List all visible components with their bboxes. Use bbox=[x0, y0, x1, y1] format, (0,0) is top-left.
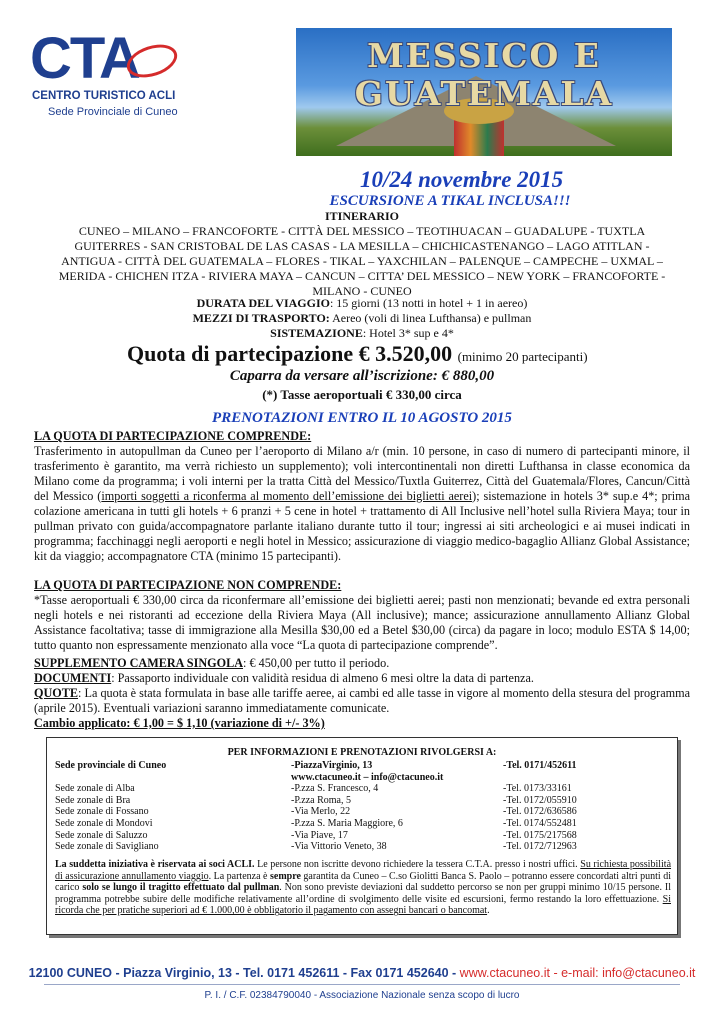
quotes-value: : La quota è stata formulata in base alle tariffe aeree, ai cambi ed alle tasse in vigore al momento della stesura del programma (aprile 2015). Eventuali variazioni saranno immediatamente comunicate. bbox=[34, 686, 690, 715]
booking-deadline: PRENOTAZIONI ENTRO IL 10 AGOSTO 2015 bbox=[212, 410, 512, 426]
contact-address: -P.zza Roma, 5 bbox=[291, 794, 351, 806]
duration-line bbox=[0, 296, 724, 311]
contact-phone: -Tel. 0172/636586 bbox=[503, 806, 577, 818]
cta-logo bbox=[30, 26, 180, 118]
contact-address: -PiazzaVirginio, 13 bbox=[291, 760, 373, 771]
contact-row bbox=[55, 772, 673, 784]
contact-office: Sede zonale di Saluzzo bbox=[55, 829, 148, 841]
contact-box bbox=[46, 737, 678, 935]
note-b3: solo se lungo il tragitto effettuato dal pullman bbox=[82, 882, 280, 894]
footer-divider bbox=[44, 984, 680, 985]
contact-address: -P.zza S. Maria Maggiore, 6 bbox=[291, 817, 403, 829]
quotes-line bbox=[34, 686, 690, 716]
contact-office bbox=[55, 772, 291, 784]
contact-row bbox=[55, 818, 673, 830]
note-t2: . La partenza è bbox=[208, 870, 270, 882]
price-main: Quota di partecipazione € 3.520,00 bbox=[127, 341, 453, 366]
note-u2: Si ricorda che per pratiche superiori ad € 1.000,00 è obbligatorio il pagamento con assegni bancari o bancomat bbox=[55, 893, 671, 917]
includes-title: LA QUOTA DI PARTECIPAZIONE COMPRENDE: bbox=[34, 429, 312, 443]
note-t4: . Non sono previste deviazioni dal suddetto percorso se non per gruppi minimo 10/15 persone. Il programma potrebbe subire delle modifiche relativamente all’ordine di svolgimento delle visite ed escursioni, fermo restando la loro effettuazione. bbox=[55, 882, 671, 905]
excursion-headline: ESCURSIONE A TIKAL INCLUSA!!! bbox=[329, 193, 571, 209]
contact-row bbox=[55, 795, 673, 807]
note-b1: La suddetta iniziativa è riservata ai soci ACLI. bbox=[55, 859, 255, 870]
trip-dates: 10/24 novembre 2015 bbox=[360, 167, 564, 192]
person-figure-icon bbox=[454, 120, 504, 156]
deposit-line: Caparra da versare all’iscrizione: € 880,00 bbox=[229, 368, 495, 384]
includes-text-part2: ); sistemazione in hotels 3* sup.e 4*; prima colazione americana in tutti gli hotels + 6 pranzi + 5 cene in hotel + trattamento di All Inclusive nell’hotel sulla Riviera Maya; tour in pullman privato con guida/accompagnatore parlante italiano durante tutto il tour; ingressi ai siti archeologici e ai musei indicati in programma; facchinaggi negli aeroporti e negli hotel in Messico; assicurazione di viaggio medico-bagaglio Allianz Global Assistance; kit da viaggio; accompagnatore CTA (minimo 15 partecipanti). bbox=[34, 489, 691, 563]
contact-phone: -Tel. 0171/452611 bbox=[503, 760, 577, 771]
logo-line2: Sede Provinciale di Cuneo bbox=[48, 106, 178, 118]
includes-text-underlined: importi soggetti a riconferma al momento dell’emissione dei biglietti aerei bbox=[101, 489, 473, 503]
contact-address: www.ctacuneo.it – info@ctacuneo.it bbox=[291, 771, 444, 783]
contact-address: -Via Vittorio Veneto, 38 bbox=[291, 841, 387, 853]
contact-address: -P.zza S. Francesco, 4 bbox=[291, 783, 379, 795]
banner-title-line1: MESSICO E bbox=[367, 36, 601, 75]
contact-office: Sede zonale di Alba bbox=[55, 783, 135, 795]
contact-address: -Via Merlo, 22 bbox=[291, 806, 351, 818]
footer-line1: 12100 CUNEO - Piazza Virginio, 13 - Tel. 0171 452611 - Fax 0171 452640 - bbox=[28, 966, 457, 980]
contact-row bbox=[55, 830, 673, 842]
duration-label: DURATA DEL VIAGGIO bbox=[196, 296, 330, 310]
excludes-text: *Tasse aeroportuali € 330,00 circa da riconfermare all’emissione dei biglietti aerei; pasti non menzionati; bevande ed extra personali negli hotels e nei ristoranti ad eccezione della Riviera Maya (All inclusive); mance; assicurazione annullamento Allianz Global Assistance facoltativa; tasse di immigrazione alla Mesilla $30,00 ed a Betel $30,00 (circa) da pagare in loco; modulo ESTA $ 14,00; tutto quanto non espressamente menzionato alla voce “La quota di partecipazione comprende”. bbox=[34, 593, 690, 652]
contact-phone: -Tel. 0172/055910 bbox=[503, 794, 577, 806]
includes-text bbox=[34, 444, 690, 564]
contact-office: Sede zonale di Bra bbox=[55, 794, 131, 806]
itinerary-text: CUNEO – MILANO – FRANCOFORTE - CITTÀ DEL MESSICO – TEOTIHUACAN – GUADALUPE - TUXTLA GUITERRES - SAN CRISTOBAL DE LAS CASAS - LA MESILLA – CHICHICASTENANGO – LAGO ATITLAN - ANTIGUA - CITTÀ DEL GUATEMALA – FLORES - TIKAL – YAXCHILAN – PALENQUE – CAMPECHE – UXMAL – MERIDA - CHICHEN ITZA - RIVIERA MAYA – CANCUN – CITTA’ DEL MESSICO – NEW YORK – FRANCOFORTE - MILANO - CUNEO bbox=[58, 224, 666, 298]
note-t3: garantita da Cuneo – C.so Giolitti Banca S. Paolo – potranno essere concordati altri punti di carico bbox=[55, 870, 671, 894]
contact-header: PER INFORMAZIONI E PRENOTAZIONI RIVOLGERSI A: bbox=[227, 747, 497, 758]
excludes-section bbox=[34, 578, 690, 653]
contact-row bbox=[55, 806, 673, 818]
excludes-title: LA QUOTA DI PARTECIPAZIONE NON COMPRENDE: bbox=[34, 578, 342, 592]
logo-line1: CENTRO TURISTICO ACLI bbox=[32, 90, 176, 102]
contact-office: Sede zonale di Fossano bbox=[55, 806, 149, 818]
includes-section bbox=[34, 429, 690, 564]
contact-row bbox=[55, 841, 673, 853]
contact-phone: -Tel. 0173/33161 bbox=[503, 783, 572, 795]
banner-title-line2: GUATEMALA bbox=[354, 74, 614, 113]
single-room-line bbox=[34, 656, 690, 671]
contact-row bbox=[55, 783, 673, 795]
extra-info-section bbox=[34, 656, 690, 731]
includes-text-part1: Trasferimento in autopullman da Cuneo per l’aeroporto di Milano a/r (min. 10 persone, in caso di numero di partecipanti minore, il trasferimento è garantito, ma verrà richiesto un supplemento); voli intercontinentali non diretti Lufthansa in classe economica da Milano come da programma; i voli interni per la tratta Città del Messico/Tuxtla Guiterrez, Città del Guatemala/Flores, Cancun/Città del Messico ( bbox=[34, 444, 690, 503]
footer-web-email: www.ctacuneo.it - e-mail: info@ctacuneo.it bbox=[456, 966, 696, 980]
duration-value: : 15 giorni (13 notti in hotel + 1 in aereo) bbox=[329, 296, 528, 310]
airport-taxes-line: (*) Tasse aeroportuali € 330,00 circa bbox=[262, 387, 462, 402]
note-t1: Le persone non iscritte devono richiedere la tessera C.T.A. presso i nostri uffici. bbox=[254, 859, 581, 870]
contact-phone bbox=[503, 772, 673, 784]
contact-phone: -Tel. 0175/217568 bbox=[503, 829, 577, 841]
contact-note bbox=[55, 859, 671, 917]
transport-value: Aereo (voli di linea Lufthansa) e pullman bbox=[329, 311, 532, 325]
contact-office: Sede zonale di Savigliano bbox=[55, 841, 159, 853]
contact-office: Sede provinciale di Cuneo bbox=[55, 760, 167, 771]
price-note: (minimo 20 partecipanti) bbox=[457, 349, 588, 364]
exchange-rate-line: Cambio applicato: € 1,00 = $ 1,10 (variazione di +/- 3%) bbox=[34, 716, 325, 730]
accommodation-line bbox=[0, 326, 724, 341]
contact-address: -Via Piave, 17 bbox=[291, 829, 348, 841]
documents-line bbox=[34, 671, 690, 686]
note-u1: Su richiesta possibilità di assicurazione annullamento viaggio bbox=[55, 859, 672, 882]
documents-label: DOCUMENTI bbox=[34, 671, 112, 685]
contact-table bbox=[55, 760, 673, 853]
contact-phone: -Tel. 0174/552481 bbox=[503, 817, 577, 829]
transport-label: MEZZI DI TRASPORTO: bbox=[192, 311, 330, 325]
contact-phone: -Tel. 0172/712963 bbox=[503, 841, 577, 853]
single-room-label: SUPPLEMENTO CAMERA SINGOLA bbox=[34, 656, 244, 670]
footer-legal: P. I. / C.F. 02384790040 - Associazione Nazionale senza scopo di lucro bbox=[204, 990, 520, 1001]
itinerary-title: ITINERARIO bbox=[324, 209, 399, 223]
contact-office: Sede zonale di Mondovi bbox=[55, 817, 153, 829]
documents-value: : Passaporto individuale con validità residua di almeno 6 mesi oltre la data di partenza. bbox=[111, 671, 534, 685]
quotes-label: QUOTE bbox=[34, 686, 79, 700]
banner-image bbox=[296, 28, 672, 156]
note-t5: . bbox=[487, 905, 490, 917]
contact-row bbox=[55, 760, 673, 772]
accommodation-value: : Hotel 3* sup e 4* bbox=[362, 326, 454, 340]
footer-address bbox=[0, 966, 724, 980]
note-b2: sempre bbox=[269, 870, 301, 882]
accommodation-label: SISTEMAZIONE bbox=[270, 326, 363, 340]
logo-letters: CTA bbox=[30, 26, 139, 91]
price-line bbox=[127, 341, 588, 367]
transport-line bbox=[0, 311, 724, 326]
single-room-value: : € 450,00 per tutto il periodo. bbox=[243, 656, 390, 670]
